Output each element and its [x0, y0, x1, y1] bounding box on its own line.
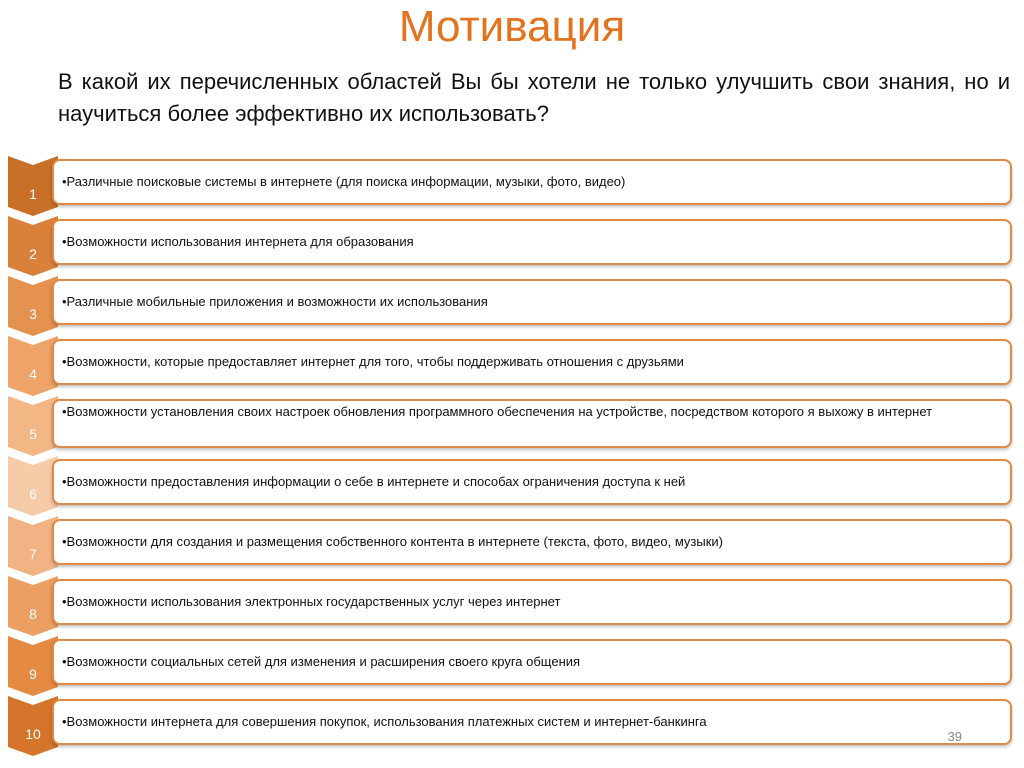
item-box: [52, 459, 1012, 505]
item-text: •Возможности социальных сетей для изменения и расширения своего круга общения: [62, 654, 581, 669]
list-item: [0, 216, 1024, 276]
item-text: •Возможности для создания и размещения собственного контента в интернете (текста, фото, видео, музыки): [62, 534, 723, 549]
list-item: [0, 156, 1024, 216]
item-box: [52, 399, 1012, 448]
list-item: [0, 456, 1024, 516]
item-box: [52, 339, 1012, 385]
item-text: •Различные мобильные приложения и возможности их использования: [62, 294, 488, 309]
item-number: 1: [29, 186, 37, 202]
slide-title: Мотивация: [398, 2, 626, 51]
item-number: 7: [29, 546, 37, 562]
list-item: [0, 636, 1024, 696]
options-list: [0, 156, 1024, 768]
item-number: 5: [29, 426, 37, 442]
list-item: [0, 696, 1024, 756]
item-number: 3: [29, 306, 37, 322]
item-box: [52, 519, 1012, 565]
item-text: •Различные поисковые системы в интернете (для поиска информации, музыки, фото, видео): [62, 174, 626, 189]
item-number: 4: [29, 366, 37, 382]
page-number: 39: [947, 729, 962, 744]
item-text: •Возможности использования электронных государственных услуг через интернет: [62, 594, 561, 609]
item-number: 10: [25, 726, 41, 742]
list-item: [0, 276, 1024, 336]
list-item: [0, 516, 1024, 576]
list-item: [0, 336, 1024, 396]
list-item: [0, 396, 1024, 456]
item-number: 6: [29, 486, 37, 502]
item-text: •Возможности установления своих настроек обновления программного обеспечения на устройстве, посредством которого я выхожу в интернет: [62, 404, 933, 419]
item-number: 9: [29, 666, 37, 682]
question-text: В какой их перечисленных областей Вы бы хотели не только улучшить свои знания, но и научиться более эффективно их использовать?: [58, 69, 1010, 126]
item-number: 8: [29, 606, 37, 622]
item-box: [52, 579, 1012, 625]
item-text: •Возможности, которые предоставляет интернет для того, чтобы поддерживать отношения с друзьями: [62, 354, 684, 369]
item-box: [52, 219, 1012, 265]
item-text: •Возможности использования интернета для образования: [62, 234, 414, 249]
item-box: [52, 639, 1012, 685]
item-text: •Возможности интернета для совершения покупок, использования платежных систем и интернет-банкинга: [62, 714, 707, 729]
list-item: [0, 576, 1024, 636]
item-box: [52, 159, 1012, 205]
item-number: 2: [29, 246, 37, 262]
item-box: [52, 279, 1012, 325]
item-text: •Возможности предоставления информации о себе в интернете и способах ограничения доступа к ней: [62, 474, 686, 489]
item-box: [52, 699, 1012, 745]
